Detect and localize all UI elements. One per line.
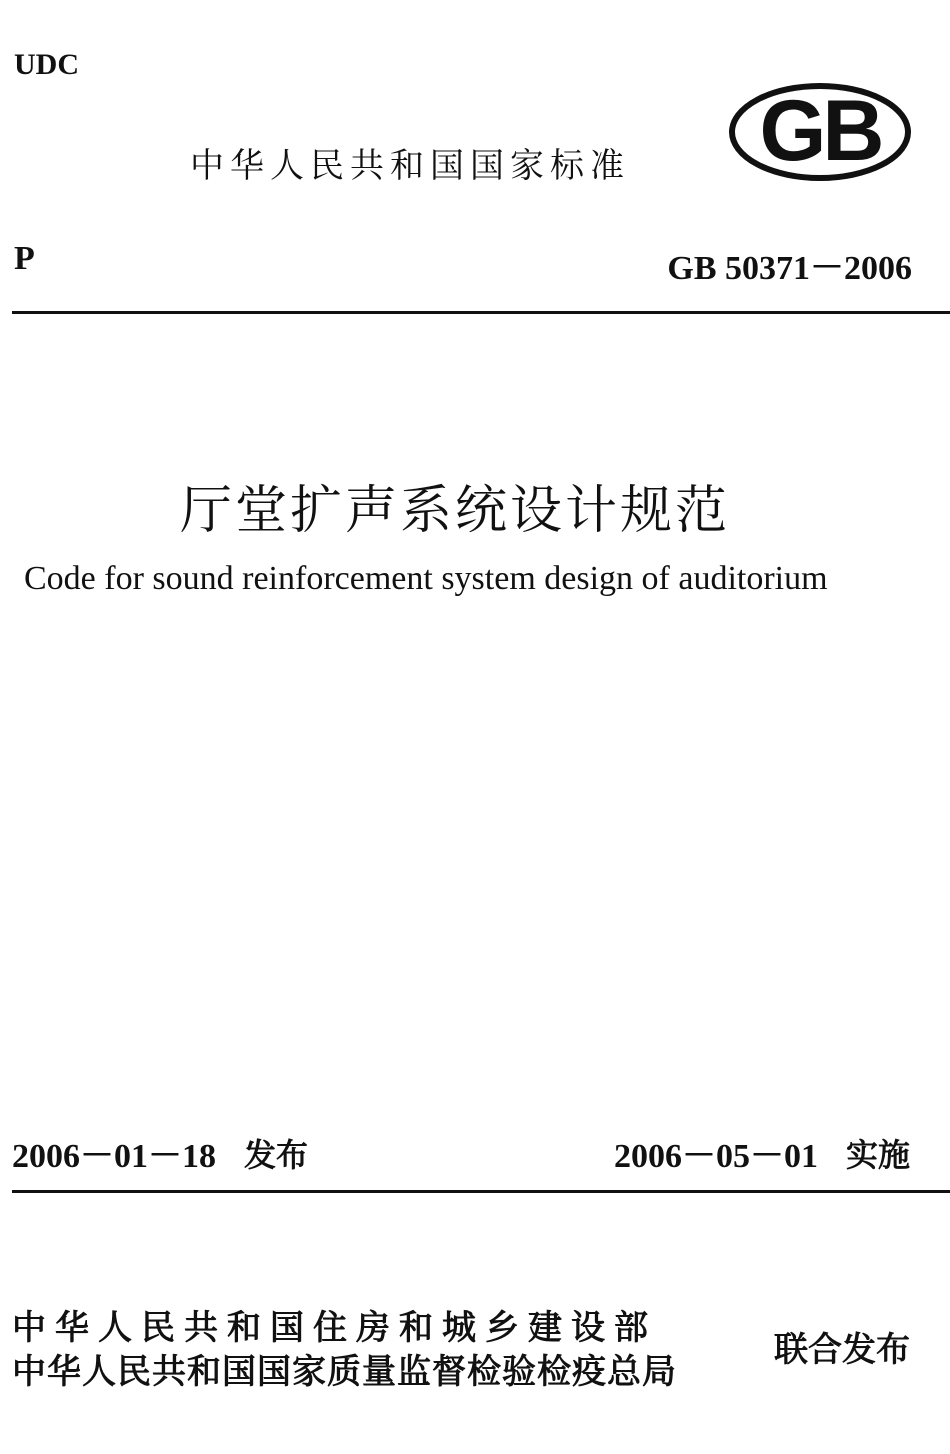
implement-date: 2006－05－01 (613, 1138, 818, 1175)
issue-date: 2006－01－18 (12, 1138, 216, 1175)
issuer-aqsiq: 中华人民共和国国家质量监督检验检疫总局 (12, 1352, 677, 1392)
bottom-divider (12, 1190, 950, 1193)
udc-label: UDC (14, 48, 79, 81)
title-chinese: 厅堂扩声系统设计规范 (179, 481, 730, 541)
issue-date-block (12, 1128, 308, 1177)
issuer-ministry: 中华人民共和国住房和城乡建设部 (12, 1308, 657, 1348)
national-standard-heading: 中华人民共和国国家标准 (190, 146, 630, 186)
title-english: Code for sound reinforcement system design of auditorium (24, 560, 828, 597)
svg-text:GB: GB (759, 83, 881, 179)
issue-label: 发布 (244, 1135, 309, 1174)
gb-logo (728, 82, 912, 182)
top-divider (12, 311, 950, 314)
implement-label: 实施 (845, 1135, 910, 1174)
joint-issue-label: 联合发布 (774, 1330, 910, 1370)
standard-number: GB 50371－2006 (667, 250, 912, 287)
category-code: P (14, 240, 35, 277)
implement-date-block (614, 1128, 910, 1177)
